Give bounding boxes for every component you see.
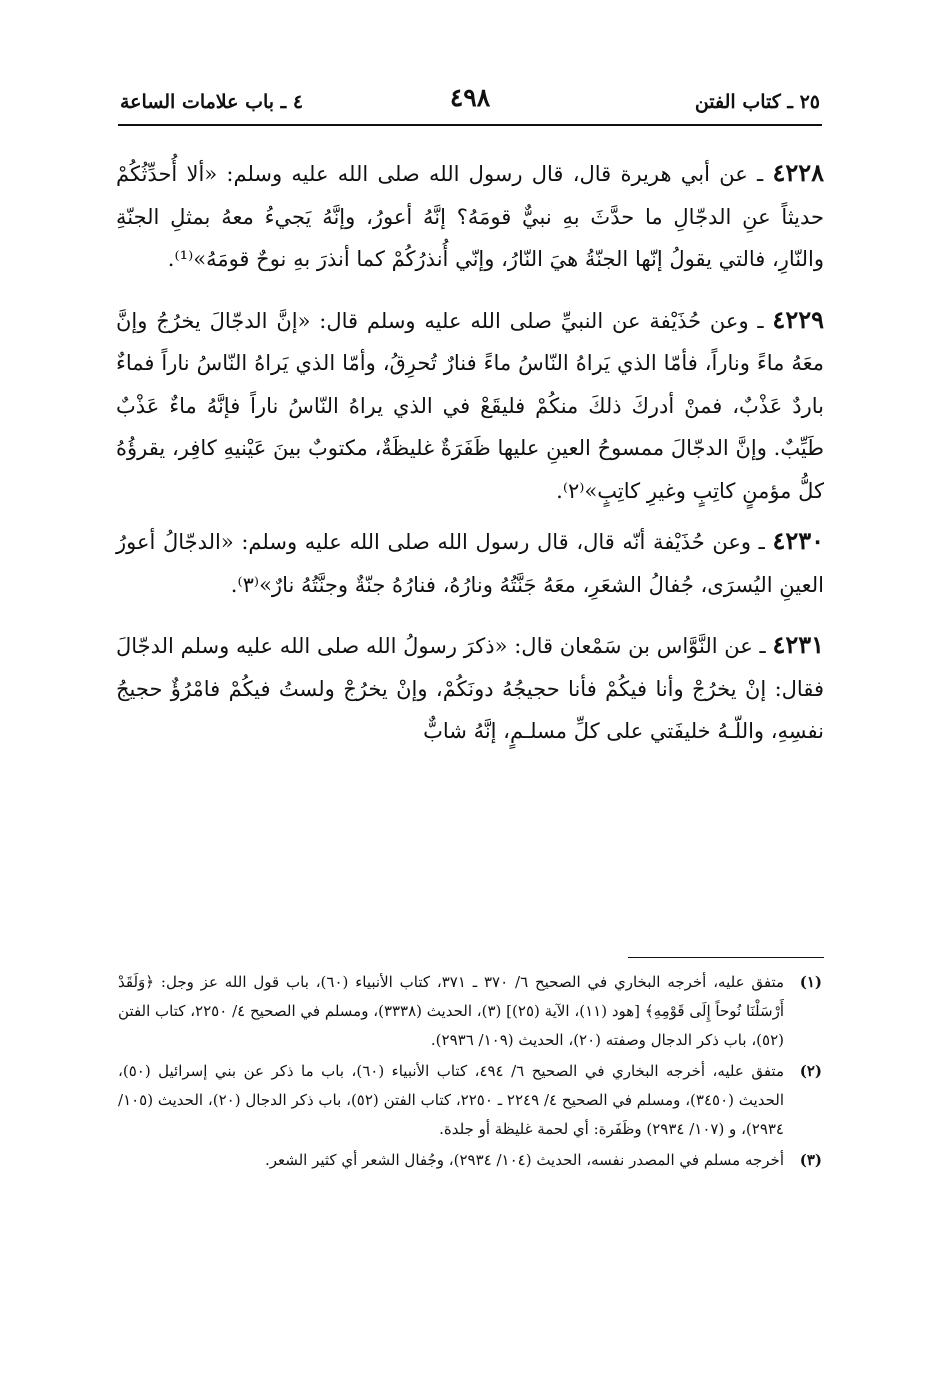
hadith-4231: [116, 624, 824, 753]
hadith-text: ـ وعن حُذَيْفة عن النبيِّ صلى الله عليه وسلم قال: «إنَّ الدجّالَ يخرُجُ وإنَّ معَهُ ماءً وناراً، فأمّا الذي يَراهُ النّاسُ ماءً فنارٌ تُحرِقُ، وأمّا الذي يَراهُ النّاسُ ناراً فماءٌ باردٌ عَذْبٌ، فمنْ أدركَ ذلكَ منكُمْ فليقَعْ في الذي يراهُ النّاسُ ناراً فإنَّهُ ماءٌ عَذْبٌ طَيِّبٌ. وإنَّ الدجّالَ ممسوحُ العينِ عليها ظَفَرَةٌ غليظَةٌ، مكتوبٌ بينَ عَيْنيهِ كافِر، يقرؤُهُ كلُّ مؤمنٍ كاتِبٍ وغيرِ كاتِبٍ»⁽٢⁾.: [116, 308, 824, 503]
footnote-number: (١): [799, 973, 822, 991]
hadith-text: ـ عن النَّوَّاس بن سَمْعان قال: «ذكرَ رسولُ الله صلى الله عليه وسلم الدجّالَ فقال: إنْ يخرُجْ وأنا فيكُمْ فأنا حجيجُهُ دونَكُمْ، وإنْ يخرُجْ ولستُ فيكُمْ فامْرُؤٌ حجيجُ نفسِهِ، واللّـهُ خليفَتي على كلِّ مسلـمٍ، إنَّهُ شابٌّ: [116, 634, 824, 743]
hadith-number: ٤٢٢٩: [772, 304, 824, 334]
footnote-3: [118, 1146, 822, 1175]
chapter-title: ٢٥ ـ كتاب الفتن: [694, 91, 820, 113]
footnote-text: متفق عليه، أخرجه البخاري في الصحيح ٦/ ٤٩٤، كتاب الأنبياء (٦٠)، باب ما ذكر عن بني إسرائيل (٥٠)، الحديث (٣٤٥٠)، ومسلم في الصحيح ٤/ ٢٢٤٩ ـ ٢٢٥٠، كتاب الفتن (٥٢)، باب ذكر الدجال (٢٠)، الحديث (١٠٥/ ٢٩٣٤)، و (١٠٧/ ٢٩٣٤) وظَفَرة: أي لحمة غليظة أو جلدة.: [118, 1062, 784, 1138]
footnotes: [118, 968, 822, 1177]
running-header: [118, 84, 822, 126]
footnote-text: متفق عليه، أخرجه البخاري في الصحيح ٦/ ٣٧٠ ـ ٣٧١، كتاب الأنبياء (٦٠)، باب قول الله عز وجل: ﴿وَلَقَدْ أَرْسَلْنَا نُوحاً إِلَى قَوْمِهِ﴾ [هود (١١)، الآية (٢٥)] (٣)، الحديث (٣٣٣٨)، ومسلم في الصحيح ٤/ ٢٢٥٠، كتاب الفتن (٥٢)، باب ذكر الدجال وصفته (٢٠)، الحديث (١٠٩/ ٢٩٣٦).: [118, 973, 785, 1049]
hadith-number: ٤٢٢٨: [772, 158, 824, 187]
footnote-1: [118, 968, 822, 1055]
footnote-2: [118, 1057, 822, 1144]
page-number: ٤٩٨: [449, 83, 491, 112]
footnote-text: أخرجه مسلم في المصدر نفسه، الحديث (١٠٤/ ٢٩٣٤)، وجُفال الشعر أي كثير الشعر.: [264, 1151, 784, 1169]
hadith-4228: [116, 152, 824, 281]
hadith-text: ـ عن أبي هريرة قال، قال رسول الله صلى الله عليه وسلم: «ألا أُحدِّثُكُمْ حديثاً عنِ الدجّالِ ما حدَّثَ بهِ نبيٌّ قومَهُ؟ إنَّهُ أعورُ، وإنَّهُ يَجيءُ معهُ بمثلِ الجنّةِ والنّارِ، فالتي يقولُ إنّها الجنّةُ هيَ النّارُ، وإنّي أُنذرُكُمْ كما أنذرَ بهِ نوحٌ قومَهُ»⁽¹⁾.: [116, 162, 824, 271]
hadith-text: ـ وعن حُذَيْفة أنّه قال، قال رسول الله صلى الله عليه وسلم: «الدجّالُ أعورُ العينِ اليُسرَى، جُفالُ الشعَرِ، معَهُ جَنَّتُهُ ونارُهُ، فنارُهُ جنّةٌ وجنَّتُهُ نارٌ»⁽٣⁾.: [116, 530, 824, 597]
section-title: ٤ ـ باب علامات الساعة: [120, 91, 304, 113]
hadith-4230: [116, 520, 824, 606]
footnote-number: (٣): [799, 1151, 822, 1169]
hadith-number: ٤٢٣٠: [772, 526, 824, 555]
footnote-number: (٢): [799, 1062, 822, 1080]
footnote-separator: [628, 957, 824, 958]
main-text: [116, 152, 824, 771]
hadith-number: ٤٢٣١: [772, 630, 824, 659]
hadith-4229: [116, 299, 824, 513]
